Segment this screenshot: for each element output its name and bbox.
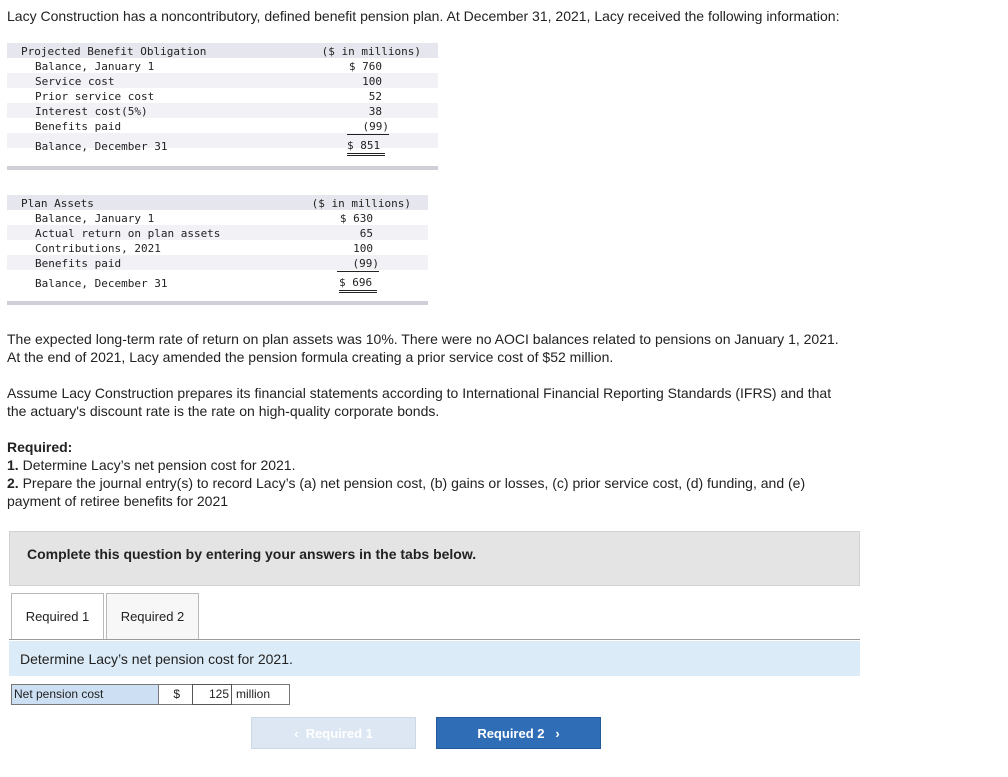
pbo-row-value: $ 851 bbox=[347, 138, 385, 156]
required-item-2 bbox=[7, 474, 805, 492]
ifrs-line: Assume Lacy Construction prepares its financial statements according to International Financial Reporting Standards (IFRS) and that bbox=[7, 385, 832, 401]
plan-unit: ($ in millions) bbox=[311, 197, 411, 210]
plan-row-label: Contributions, 2021 bbox=[35, 242, 161, 255]
next-button-label: Required 2 bbox=[477, 726, 545, 741]
prev-button-label: Required 1 bbox=[305, 726, 373, 741]
pbo-row-label: Benefits paid bbox=[35, 120, 122, 133]
prev-button[interactable] bbox=[251, 717, 416, 749]
required-heading: Required: bbox=[7, 439, 73, 455]
question-text: Determine Lacy’s net pension cost for 2021. bbox=[20, 651, 293, 667]
required-item-2-cont: payment of retiree benefits for 2021 bbox=[7, 493, 229, 509]
plan-row-label: Benefits paid bbox=[35, 257, 122, 270]
plan-row-value: $ 696 bbox=[339, 275, 377, 293]
unit-label: million bbox=[232, 684, 290, 705]
plan-header: Plan Assets bbox=[21, 197, 94, 210]
required-item-2-number: 2. bbox=[7, 475, 19, 491]
next-button[interactable] bbox=[436, 717, 601, 749]
pbo-row-value: $ 760 bbox=[348, 60, 382, 73]
assumption-line: At the end of 2021, Lacy amended the pension formula creating a prior service cost of $52 million. bbox=[7, 349, 614, 365]
plan-row-label: Balance, December 31 bbox=[35, 277, 168, 290]
pbo-row-label: Interest cost(5%) bbox=[35, 105, 148, 118]
pbo-row-value: 38 bbox=[368, 105, 382, 118]
instruction-text: Complete this question by entering your answers in the tabs below. bbox=[27, 546, 477, 562]
pbo-row-value: (99) bbox=[347, 119, 389, 135]
required-item-1-number: 1. bbox=[7, 457, 19, 473]
pbo-row-label: Prior service cost bbox=[35, 90, 155, 103]
pbo-row-value: 52 bbox=[368, 90, 382, 103]
pbo-unit: ($ in millions) bbox=[321, 45, 421, 58]
pbo-table bbox=[7, 43, 438, 173]
net-pension-cost-input[interactable]: 125 bbox=[192, 684, 232, 705]
tab-required-2[interactable]: Required 2 bbox=[106, 593, 199, 640]
ifrs-line: the actuary's discount rate is the rate on high-quality corporate bonds. bbox=[7, 403, 440, 419]
pbo-row-value: 100 bbox=[362, 75, 382, 88]
pbo-row-label: Balance, December 31 bbox=[35, 140, 168, 153]
required-item-2-text: Prepare the journal entry(s) to record Lacy’s (a) net pension cost, (b) gains or losses, (c) prior service cost, (d) funding, and (e) bbox=[18, 475, 806, 491]
tab-required-1[interactable]: Required 1 bbox=[11, 593, 104, 640]
pbo-row-label: Balance, January 1 bbox=[35, 60, 155, 73]
currency-symbol: $ bbox=[159, 684, 192, 705]
plan-row-value: $ 630 bbox=[339, 212, 373, 225]
plan-row-value: 100 bbox=[353, 242, 373, 255]
plan-row-value: (99) bbox=[337, 256, 379, 272]
pbo-header: Projected Benefit Obligation bbox=[21, 45, 207, 58]
plan-row-label: Balance, January 1 bbox=[35, 212, 155, 225]
pbo-row-label: Service cost bbox=[35, 75, 115, 88]
required-item-1 bbox=[7, 456, 295, 474]
plan-row-value: 65 bbox=[359, 227, 373, 240]
instruction-banner bbox=[9, 531, 860, 586]
plan-assets-table bbox=[7, 195, 428, 310]
question-bar bbox=[9, 641, 860, 676]
plan-row-label: Actual return on plan assets bbox=[35, 227, 221, 240]
required-item-1-text: Determine Lacy’s net pension cost for 2021. bbox=[18, 457, 296, 473]
chevron-left-icon: ‹ bbox=[294, 726, 299, 741]
chevron-right-icon: › bbox=[555, 726, 560, 741]
tab-divider bbox=[9, 639, 860, 640]
net-pension-cost-label: Net pension cost bbox=[11, 684, 159, 705]
assumption-line: The expected long-term rate of return on plan assets was 10%. There were no AOCI balances related to pensions on January 1, 2021. bbox=[7, 331, 839, 347]
intro-text: Lacy Construction has a noncontributory, defined benefit pension plan. At December 31, 2021, Lacy received the following information: bbox=[7, 8, 840, 24]
